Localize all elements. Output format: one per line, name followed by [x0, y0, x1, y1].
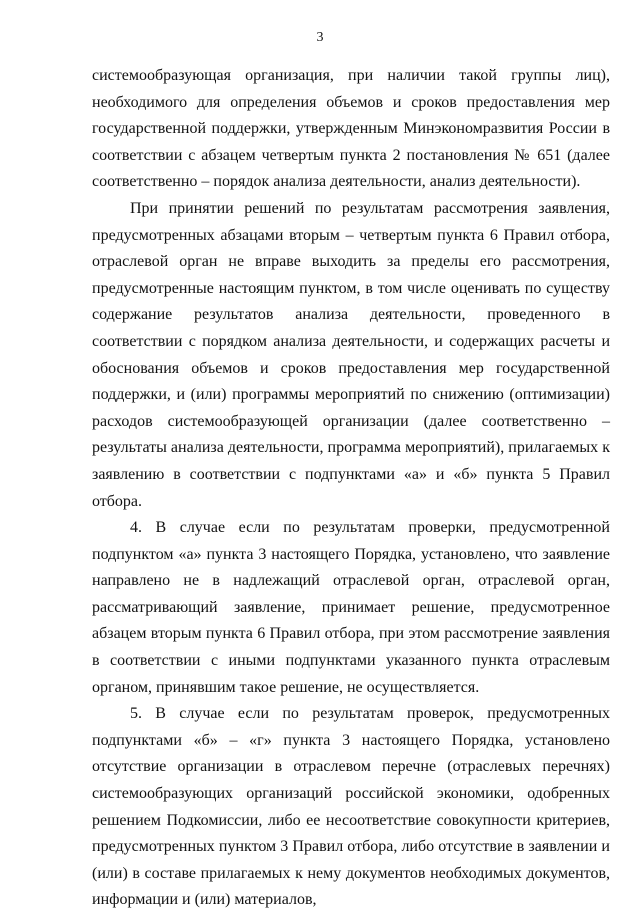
document-body [92, 63, 610, 914]
paragraph-item-5: 5. В случае если по результатам проверок, предусмотренных подпунктами «б» – «г» пункта 3 настоящего Порядка, установлено отсутствие организации в отраслевом перечне (отраслевых перечнях) системообразующих организаций российской экономики, одобренных решением Подкомиссии, либо ее несоответствие совокупности критериев, предусмотренных пунктом 3 Правил отбора, либо отсутствие в заявлении и (или) в составе прилагаемых к нему документов необходимых документов, информации и (или) материалов, [92, 705, 610, 909]
page-number: 3 [316, 30, 324, 45]
paragraph-decision-limits: При принятии решений по результатам рассмотрения заявления, предусмотренных абзацами вторым – четвертым пункта 6 Правил отбора, отраслевой орган не вправе выходить за пределы его рассмотрения, предусмотренные настоящим пунктом, в том числе оценивать по существу содержание результатов анализа деятельности, проведенного в соответствии с порядком анализа деятельности, и содержащих расчеты и обоснования объемов и сроков предоставления мер государственной поддержки, и (или) программы мероприятий по снижению (оптимизации) расходов системообразующей организации (далее соответственно – результаты анализа деятельности, программа мероприятий), прилагаемых к заявлению в соответствии с подпунктами «а» и «б» пункта 5 Правил отбора. [92, 199, 610, 510]
paragraph-item-4: 4. В случае если по результатам проверки, предусмотренной подпунктом «а» пункта 3 настоящего Порядка, установлено, что заявление направлено не в надлежащий отраслевой орган, отраслевой орган, рассматривающий заявление, принимает решение, предусмотренное абзацем вторым пункта 6 Правил отбора, при этом рассмотрение заявления в соответствии с иными подпунктами указанного пункта отраслевым органом, принявшим такое решение, не осуществляется. [92, 519, 610, 696]
paragraph-continuation: системообразующая организация, при наличии такой группы лиц), необходимого для определения объемов и сроков предоставления мер государственной поддержки, утвержденным Минэкономразвития России в соответствии с абзацем четвертым пункта 2 постановления № 651 (далее соответственно – порядок анализа деятельности, анализ деятельности). [92, 67, 610, 191]
